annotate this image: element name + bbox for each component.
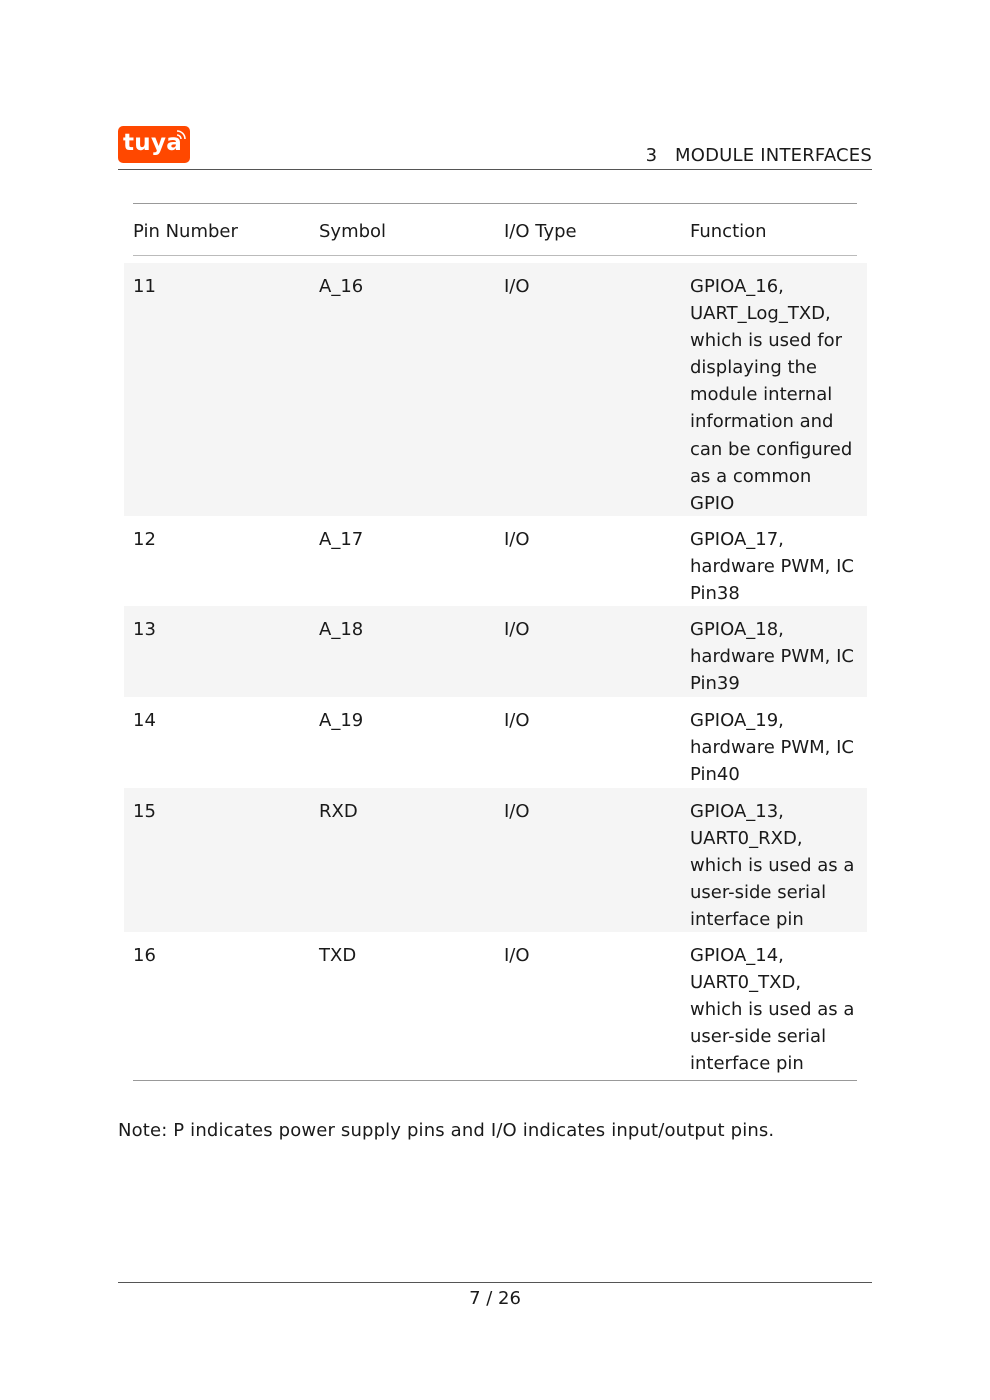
table-row: [124, 516, 867, 606]
function-cell: [690, 526, 870, 607]
function-line: module internal: [690, 384, 833, 406]
footer-divider: [118, 1282, 872, 1283]
function-line: hardware PWM, IC: [690, 556, 855, 578]
function-line: GPIOA_14,: [690, 945, 784, 966]
function-line: UART0_RXD,: [690, 828, 803, 850]
function-line: user-side serial: [690, 882, 827, 904]
function-line: user-side serial: [690, 1026, 827, 1048]
table-note: Note: P indicates power supply pins and I/O indicates input/output pins.: [118, 1120, 775, 1141]
pin-number-cell: 12: [133, 529, 156, 550]
table-row: [124, 697, 867, 788]
pin-number-cell: 15: [133, 801, 156, 822]
function-line: displaying the: [690, 357, 818, 379]
symbol-cell: A_17: [319, 529, 364, 550]
signal-wave-icon: [175, 129, 187, 141]
section-number: 3: [645, 145, 658, 166]
section-title: MODULE INTERFACES: [675, 145, 872, 166]
pin-number-cell: 16: [133, 945, 156, 966]
header-divider: [118, 169, 872, 170]
io-type-cell: I/O: [504, 619, 530, 640]
table-bottom-rule: [133, 1080, 857, 1081]
table-row: [124, 932, 867, 1079]
function-line: GPIOA_16,: [690, 276, 784, 297]
function-line: GPIOA_17,: [690, 529, 784, 550]
function-line: interface pin: [690, 1053, 804, 1075]
function-line: GPIOA_19,: [690, 710, 784, 731]
function-line: which is used for: [690, 330, 843, 352]
function-line: information and: [690, 411, 834, 433]
function-line: hardware PWM, IC: [690, 737, 855, 759]
function-line: hardware PWM, IC: [690, 646, 855, 668]
function-cell: [690, 942, 870, 1077]
function-line: GPIOA_13,: [690, 801, 784, 822]
function-line: GPIO: [690, 492, 735, 514]
symbol-cell: A_16: [319, 276, 364, 297]
io-type-cell: I/O: [504, 529, 530, 550]
symbol-cell: A_19: [319, 710, 364, 731]
function-line: Pin38: [690, 583, 740, 605]
function-line: interface pin: [690, 909, 804, 931]
function-line: UART0_TXD,: [690, 972, 802, 994]
page-number: 7 / 26: [469, 1288, 521, 1309]
table-header-rule: [133, 255, 857, 256]
function-cell: [690, 798, 870, 933]
logo-text: tuya: [123, 130, 183, 156]
function-line: which is used as a: [690, 855, 855, 877]
column-header-pin-number: Pin Number: [133, 221, 238, 242]
function-line: can be configured: [690, 438, 853, 460]
column-header-symbol: Symbol: [319, 221, 387, 242]
function-line: UART_Log_TXD,: [690, 303, 831, 325]
tuya-logo: [118, 126, 190, 163]
function-cell: [690, 273, 870, 517]
io-type-cell: I/O: [504, 945, 530, 966]
symbol-cell: RXD: [319, 801, 358, 822]
table-top-rule: [133, 203, 857, 204]
table-row: [124, 788, 867, 932]
column-header-io-type: I/O Type: [504, 221, 577, 242]
symbol-cell: A_18: [319, 619, 364, 640]
pin-number-cell: 11: [133, 276, 156, 297]
function-line: which is used as a: [690, 999, 855, 1021]
function-cell: [690, 616, 870, 697]
pin-number-cell: 13: [133, 619, 156, 640]
section-heading: [646, 145, 872, 166]
symbol-cell: TXD: [319, 945, 357, 966]
function-cell: [690, 707, 870, 788]
function-line: as a common: [690, 465, 812, 487]
function-line: Pin40: [690, 764, 740, 786]
table-row: [124, 263, 867, 516]
table-row: [124, 606, 867, 697]
function-line: GPIOA_18,: [690, 619, 784, 640]
io-type-cell: I/O: [504, 801, 530, 822]
function-line: Pin39: [690, 673, 740, 695]
column-header-function: Function: [690, 221, 767, 242]
io-type-cell: I/O: [504, 710, 530, 731]
io-type-cell: I/O: [504, 276, 530, 297]
pin-number-cell: 14: [133, 710, 156, 731]
